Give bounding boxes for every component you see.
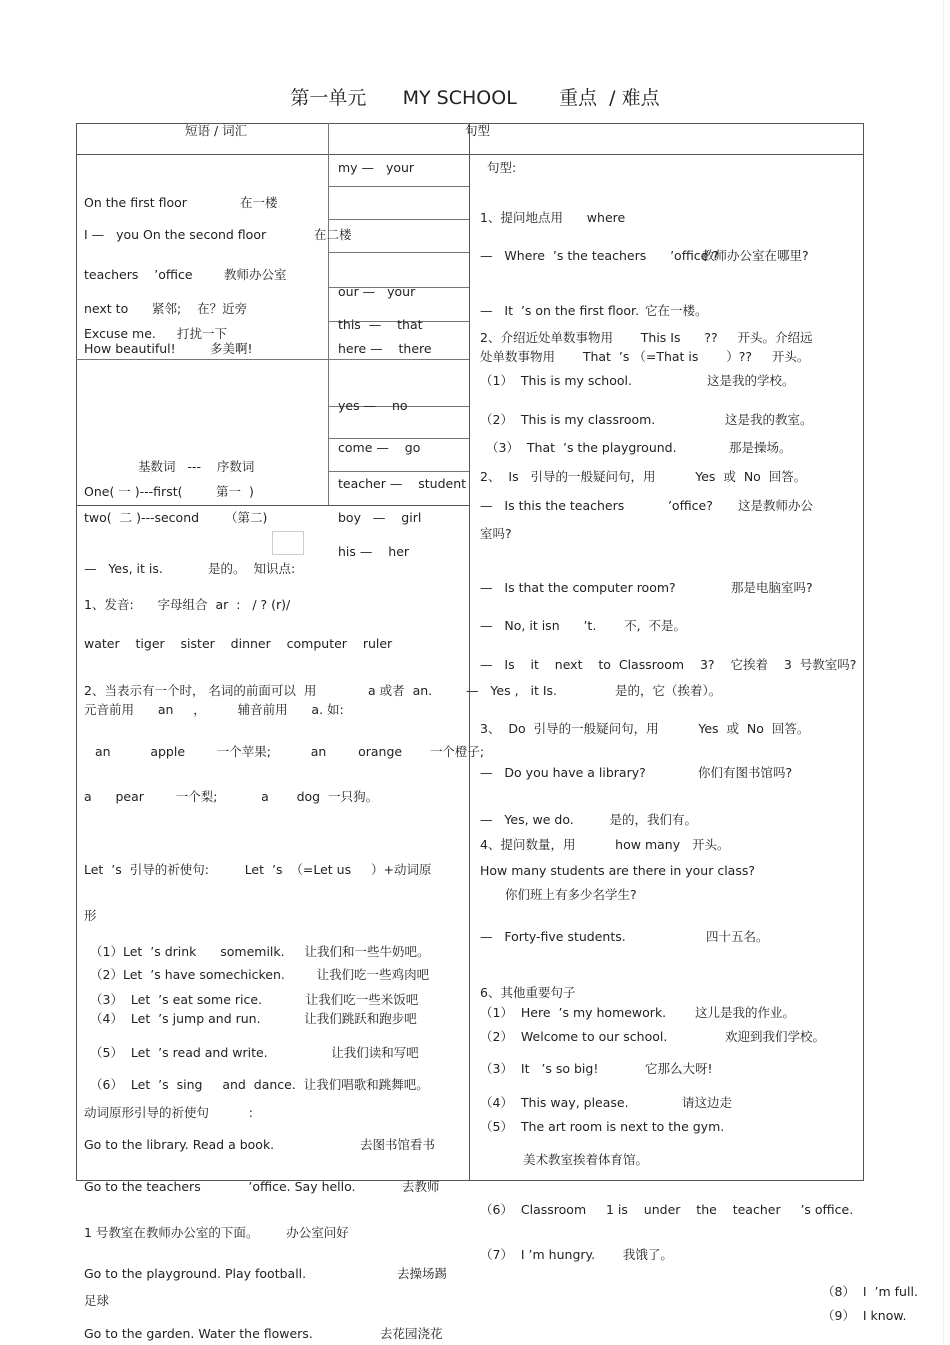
pattern-sentence: （3） That ’s the playground. (486, 440, 677, 455)
pattern-translation: 它在一楼。 (645, 303, 708, 318)
example-sentence: （6） Let ’s sing and dance. 让我们唱歌和跳舞吧。 (90, 1077, 429, 1092)
knowledge-point: 1、发音: 字母组合 ar : / ? (r)/ (84, 597, 291, 612)
word-pair: here — there (338, 341, 432, 356)
word-pair: boy — girl (338, 510, 422, 525)
word-pair: this — that (338, 317, 423, 332)
stamp-box (272, 531, 304, 555)
row-line (328, 186, 469, 187)
important-sentence: （2） Welcome to our school. (480, 1029, 668, 1044)
example-sentence: （1）Let ’s drink somemilk. 让我们和一些牛奶吧。 (90, 944, 430, 959)
pattern-heading: 2、 Is 引导的一般疑问句，用 Yes 或 No 回答。 (480, 469, 807, 484)
sentence-translation: 这儿是我的作业。 (695, 1005, 796, 1020)
example-sentence: （4） Let ’s jump and run. 让我们跳跃和跑步吧 (90, 1011, 417, 1026)
pattern-sentence: — Yes, we do. 是的，我们有。 (480, 812, 698, 827)
example: an apple 一个苹果; an orange 一个橙子; (95, 744, 485, 759)
vocab-item: Excuse me. (84, 326, 156, 341)
vocab-item: teachers ’office (84, 267, 193, 282)
pattern-heading: 6、其他重要句子 (480, 985, 576, 1000)
pattern-sentence: How many students are there in your class? (480, 863, 755, 878)
word-pair: his — her (338, 544, 410, 559)
example-sentence: Go to the teachers ’office. Say hello. (84, 1179, 356, 1194)
pattern-translation: 四十五名。 (706, 929, 769, 944)
row-line (328, 252, 469, 253)
word-pair: yes — no (338, 398, 408, 413)
row-line (328, 438, 469, 439)
word-pair: teacher — student (338, 476, 467, 491)
important-sentence: （6） Classroom 1 is under the teacher ’s office. (480, 1202, 854, 1217)
answer-line: — Yes, it is. (84, 561, 163, 576)
pattern-sentence: — No, it isn ’t. 不, 不是。 (480, 618, 687, 633)
header-patterns: 句型 (465, 123, 491, 138)
row-line (328, 219, 469, 220)
pattern-sentence: — Is this the teachers ’office? (480, 498, 713, 513)
header-bottom-border (76, 154, 864, 155)
pattern-translation: 你们有图书馆吗? (698, 765, 793, 780)
pattern-sentence: — Where ’s the teachers ’office ? (480, 248, 719, 263)
vocab-item: next to (84, 301, 129, 316)
pattern-heading: 3、 Do 引导的一般疑问句，用 Yes 或 No 回答。 (480, 721, 810, 736)
example-translation: 去图书馆看书 (360, 1137, 436, 1152)
important-sentence: （3） It ’s so big! (480, 1061, 599, 1076)
ordinal-item: two( 二 )---second (84, 510, 200, 525)
pattern-translation: 那是操场。 (729, 440, 792, 455)
example-sentence: （5） Let ’s read and write. 让我们读和写吧 (90, 1045, 419, 1060)
pattern-translation: 你们班上有多少名学生? (505, 887, 637, 902)
example-translation: 去教师 (402, 1179, 440, 1194)
pattern-title: 句型: (487, 160, 517, 175)
header-vocab: 短语 / 词汇 (185, 123, 248, 138)
pattern-translation: 室吗? (480, 526, 512, 541)
vocab-translation: 紧邻; 在？近旁 (152, 301, 248, 316)
vocab-translation: 教师办公室 (224, 267, 287, 282)
ordinal-translation: 第一 ) (216, 484, 254, 499)
vocab-translation: 在一楼 (240, 195, 278, 210)
ordinal-title: 基数词 --- 序数词 (138, 459, 255, 474)
pattern-sentence: — Do you have a library? (480, 765, 646, 780)
example-translation: 去操场踢 (397, 1266, 448, 1281)
sentence-translation: 它那么大呀! (645, 1061, 713, 1076)
example-sentence: Go to the library. Read a book. (84, 1137, 275, 1152)
important-sentence: （7） I ’m hungry. 我饿了。 (480, 1247, 673, 1262)
word-pair: come — go (338, 440, 421, 455)
example-sentence: （3） Let ’s eat some rice. 让我们吃一些米饭吧 (90, 992, 419, 1007)
example-sentence: （2）Let ’s have somechicken. 让我们吃一些鸡肉吧 (90, 967, 430, 982)
pattern-sentence: — It ’s on the first floor. (480, 303, 639, 318)
answer-translation: 是的。 知识点: (208, 561, 296, 576)
table-left-border (76, 123, 77, 1181)
page-edge (943, 0, 944, 1345)
pattern-sentence: — Yes , it Is. (466, 683, 557, 698)
pattern-sentence: （1） This is my school. (480, 373, 632, 388)
grammar-title-cont: 形 (84, 908, 97, 923)
example-sentence: Go to the playground. Play football. (84, 1266, 307, 1281)
pattern-heading: 2、介绍近处单数事物用 This Is ?? 开头。介绍远 (480, 330, 813, 345)
ordinal-item: One( 一 )---first( (84, 484, 183, 499)
pattern-heading: 4、提问数量，用 how many 开头。 (480, 837, 730, 852)
vocab-item: I — you On the second floor (84, 227, 267, 242)
pattern-translation: 那是电脑室吗? (731, 580, 813, 595)
vocab-item: On the first floor (84, 195, 187, 210)
pattern-sentence: — Is that the computer room? (480, 580, 676, 595)
pairs-divider (328, 123, 329, 505)
important-sentence: （5） The art room is next to the gym. (480, 1119, 725, 1134)
grammar-title: Let ’s 引导的祈使句: Let ’s （=Let us ）+动词原 (84, 862, 432, 877)
example-sentence: Go to the garden. Water the flowers. (84, 1326, 313, 1341)
important-sentence: （9） I know. (822, 1308, 907, 1323)
table-right-border (863, 123, 864, 1181)
pattern-translation: 这是教师办公 (738, 498, 814, 513)
pattern-translation: 教师办公室在哪里? (702, 248, 809, 263)
word-pair: my — your (338, 160, 415, 175)
word-pair: our — your (338, 284, 416, 299)
important-sentence: （4） This way, please. (480, 1095, 629, 1110)
grammar-title: 动词原形引导的祈使句 : (84, 1105, 253, 1120)
sentence-translation: 欢迎到我们学校。 (725, 1029, 826, 1044)
row-line (76, 505, 469, 506)
row-line (328, 471, 469, 472)
pattern-sentence: （2） This is my classroom. (480, 412, 656, 427)
knowledge-point: 元音前用 an ， 辅音前用 a. 如: (84, 702, 344, 717)
knowledge-point-tail: a 或者 an. (368, 683, 433, 698)
pattern-sentence: — Is it next to Classroom 3? 它挨着 3 号教室吗? (480, 657, 857, 672)
pattern-translation: 是的，它（挨着）。 (615, 683, 722, 698)
example: a pear 一个梨; a dog 一只狗。 (84, 789, 379, 804)
ordinal-translation: （第二) (225, 510, 268, 525)
vocab-translation: 打扰一下 (177, 326, 228, 341)
vocab-item: How beautiful! (84, 341, 176, 356)
page-title: 第一单元 MY SCHOOL 重点 / 难点 (290, 87, 660, 109)
important-sentence: （8） I ’m full. (822, 1284, 918, 1299)
row-line (76, 359, 469, 360)
knowledge-point: 2、当表示有一个时， 名词的前面可以 用 (84, 683, 317, 698)
vocab-translation: 在二楼 (314, 227, 352, 242)
pattern-heading: 处单数事物用 That ’s （=That is ）?? 开头。 (480, 349, 810, 364)
sentence-translation: 请这边走 (682, 1095, 733, 1110)
pattern-sentence: — Forty-five students. (480, 929, 626, 944)
pattern-heading: 1、提问地点用 where (480, 210, 626, 225)
pattern-translation: 这是我的教室。 (725, 412, 813, 427)
example-translation: 足球 (84, 1293, 110, 1308)
column-divider (469, 123, 470, 1181)
word-list: water tiger sister dinner computer ruler (84, 636, 393, 651)
sentence-translation: 美术教室挨着体育馆。 (523, 1152, 649, 1167)
important-sentence: （1） Here ’s my homework. (480, 1005, 667, 1020)
example-translation: 去花园浇花 (380, 1326, 443, 1341)
pattern-translation: 这是我的学校。 (707, 373, 795, 388)
example-translation: 1 号教室在教师办公室的下面。 办公室问好 (84, 1225, 349, 1240)
vocab-translation: 多美啊! (210, 341, 253, 356)
